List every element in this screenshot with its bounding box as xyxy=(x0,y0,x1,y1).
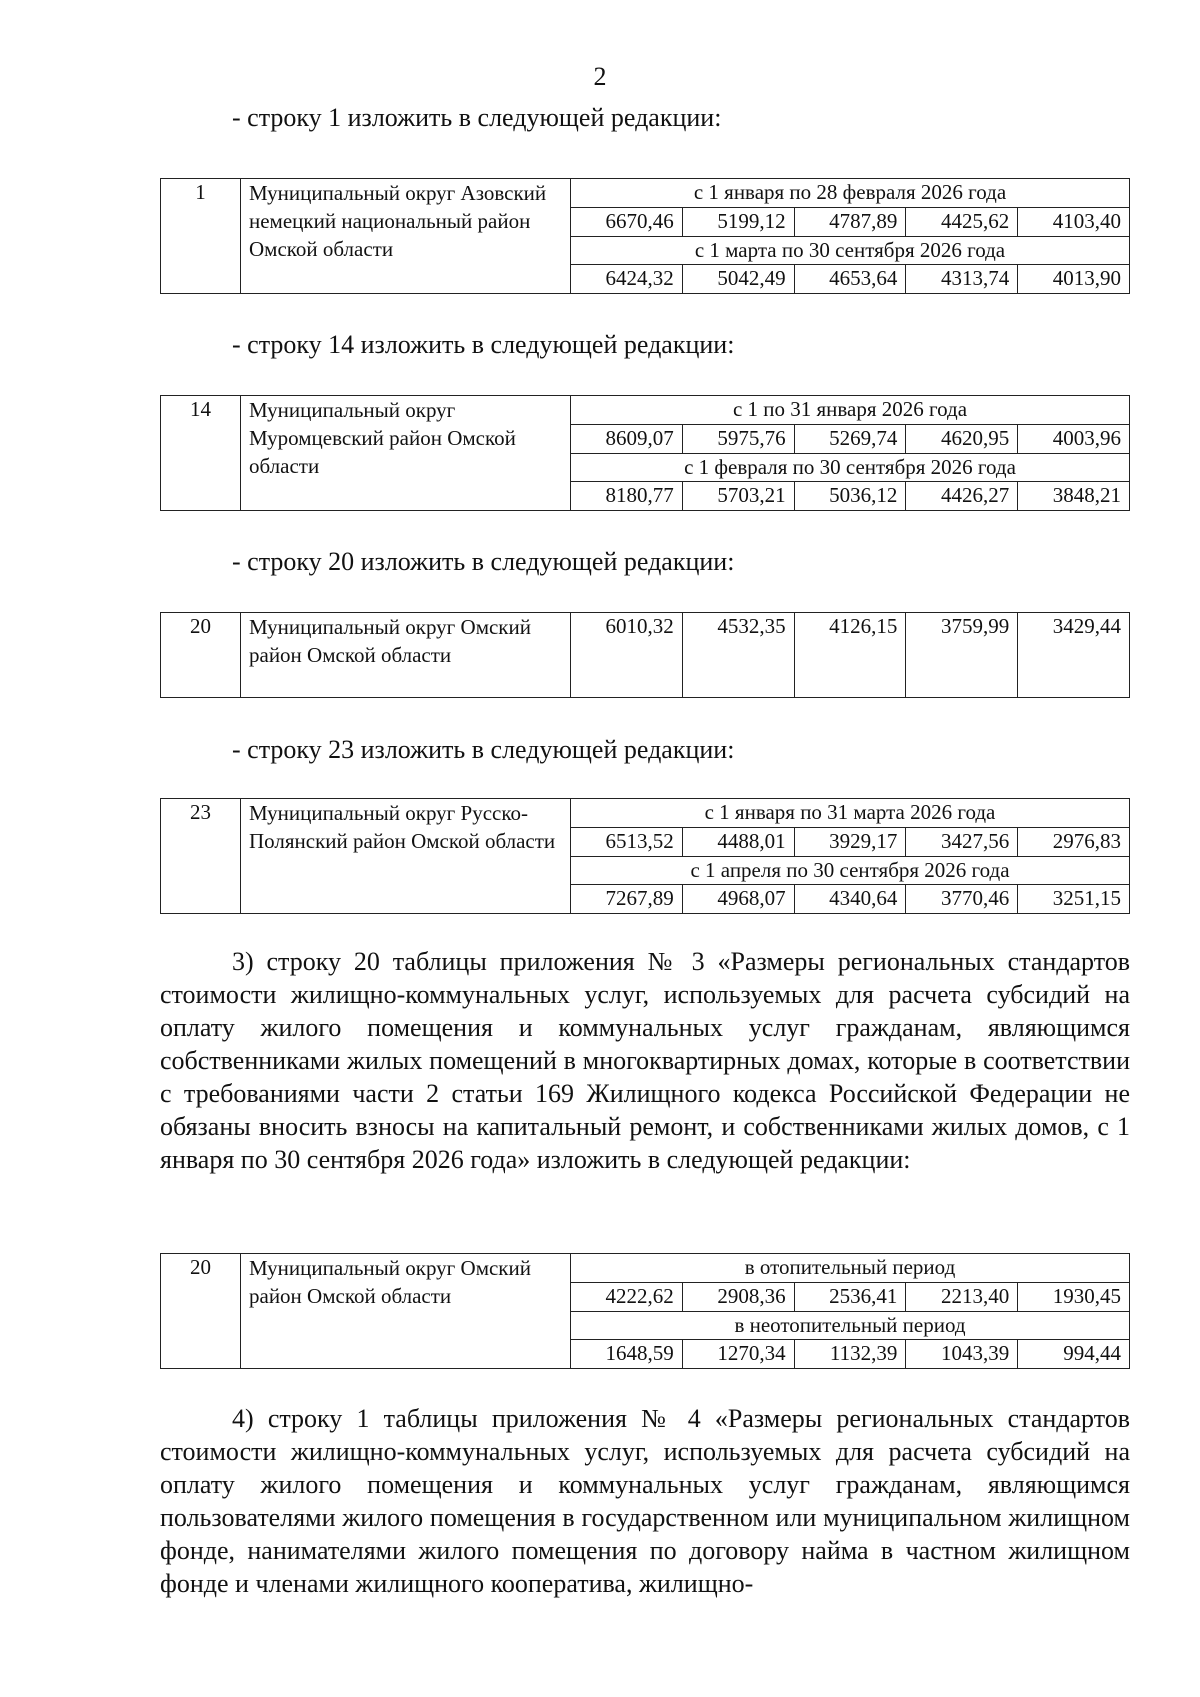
municipality-name: Муниципальный округ Омский район Омской области xyxy=(241,613,571,698)
section-intro: - строку 1 изложить в следующей редакции: xyxy=(232,103,722,132)
value-cell: 3759,99 xyxy=(906,613,1018,698)
value-cell: 7267,89 xyxy=(571,885,683,914)
value-cell: 4653,64 xyxy=(794,265,906,294)
page-number: 2 xyxy=(593,62,607,91)
value-cell: 2213,40 xyxy=(906,1282,1018,1311)
value-cell: 6424,32 xyxy=(571,265,683,294)
section-intro: - строку 14 изложить в следующей редакции: xyxy=(232,330,735,359)
value-cell: 1043,39 xyxy=(906,1340,1018,1369)
value-cell: 6670,46 xyxy=(571,207,683,236)
value-cell: 4313,74 xyxy=(906,265,1018,294)
value-cell: 4787,89 xyxy=(794,207,906,236)
row-number: 14 xyxy=(161,396,241,511)
row-number: 20 xyxy=(161,1254,241,1369)
value-cell: 2908,36 xyxy=(682,1282,794,1311)
row-number: 1 xyxy=(161,179,241,294)
value-cell: 8180,77 xyxy=(571,482,683,511)
period-label: с 1 февраля по 30 сентября 2026 года xyxy=(571,453,1130,482)
value-cell: 1930,45 xyxy=(1018,1282,1130,1311)
value-cell: 8609,07 xyxy=(571,424,683,453)
value-cell: 4103,40 xyxy=(1018,207,1130,236)
value-cell: 3427,56 xyxy=(906,827,1018,856)
value-cell: 5703,21 xyxy=(682,482,794,511)
value-cell: 4620,95 xyxy=(906,424,1018,453)
value-cell: 2536,41 xyxy=(794,1282,906,1311)
row-table-20 xyxy=(160,612,1130,698)
period-label: в отопительный период xyxy=(571,1254,1130,1283)
value-cell: 4425,62 xyxy=(906,207,1018,236)
paragraph-item-3: 3) строку 20 таблицы приложения № 3 «Размеры региональных стандартов стоимости жилищно-коммунальных услуг, используемых для расчета субсидий на оплату жилого помещения и коммунальных услуг гражданам, являющимся собственниками жилых помещений в многоквартирных домах, которые в соответствии с требованиями части 2 статьи 169 Жилищного кодекса Российской Федерации не обязаны вносить взносы на капитальный ремонт, и собственниками жилых домов, с 1 января по 30 сентября 2026 года» изложить в следующей редакции: xyxy=(160,947,1130,1174)
value-cell: 3929,17 xyxy=(794,827,906,856)
value-cell: 6010,32 xyxy=(571,613,683,698)
value-cell: 2976,83 xyxy=(1018,827,1130,856)
value-cell: 5036,12 xyxy=(794,482,906,511)
value-cell: 4013,90 xyxy=(1018,265,1130,294)
period-label: с 1 апреля по 30 сентября 2026 года xyxy=(571,856,1130,885)
value-cell: 3251,15 xyxy=(1018,885,1130,914)
row-number: 23 xyxy=(161,799,241,914)
value-cell: 4340,64 xyxy=(794,885,906,914)
section-intro: - строку 23 изложить в следующей редакции: xyxy=(232,735,735,764)
period-label: с 1 по 31 января 2026 года xyxy=(571,396,1130,425)
value-cell: 4222,62 xyxy=(571,1282,683,1311)
period-label: с 1 января по 31 марта 2026 года xyxy=(571,799,1130,828)
value-cell: 5269,74 xyxy=(794,424,906,453)
period-label: в неотопительный период xyxy=(571,1311,1130,1340)
row-table-23 xyxy=(160,798,1130,914)
row-table-1 xyxy=(160,178,1130,294)
section-intro: - строку 20 изложить в следующей редакции: xyxy=(232,547,735,576)
value-cell: 3848,21 xyxy=(1018,482,1130,511)
value-cell: 4968,07 xyxy=(682,885,794,914)
value-cell: 1132,39 xyxy=(794,1340,906,1369)
value-cell: 3429,44 xyxy=(1018,613,1130,698)
municipality-name: Муниципальный округ Азовский немецкий национальный район Омской области xyxy=(241,179,571,294)
value-cell: 4003,96 xyxy=(1018,424,1130,453)
municipality-name: Муниципальный округ Русско-Полянский район Омской области xyxy=(241,799,571,914)
value-cell: 5199,12 xyxy=(682,207,794,236)
value-cell: 1648,59 xyxy=(571,1340,683,1369)
row-number: 20 xyxy=(161,613,241,698)
value-cell: 4488,01 xyxy=(682,827,794,856)
period-label: с 1 января по 28 февраля 2026 года xyxy=(571,179,1130,208)
value-cell: 4532,35 xyxy=(682,613,794,698)
value-cell: 5975,76 xyxy=(682,424,794,453)
value-cell: 5042,49 xyxy=(682,265,794,294)
value-cell: 1270,34 xyxy=(682,1340,794,1369)
value-cell: 994,44 xyxy=(1018,1340,1130,1369)
value-cell: 4426,27 xyxy=(906,482,1018,511)
value-cell: 6513,52 xyxy=(571,827,683,856)
value-cell: 4126,15 xyxy=(794,613,906,698)
paragraph-item-4: 4) строку 1 таблицы приложения № 4 «Размеры региональных стандартов стоимости жилищно-коммунальных услуг, используемых для расчета субсидий на оплату жилого помещения и коммунальных услуг гражданам, являющимся пользователями жилого помещения в государственном или муниципальном жилищном фонде, нанимателями жилого помещения по договору найма в частном жилищном фонде и членами жилищного кооператива, жилищно- xyxy=(160,1404,1130,1598)
row-table-14 xyxy=(160,395,1130,511)
municipality-name: Муниципальный округ Омский район Омской области xyxy=(241,1254,571,1369)
row-table-20-appendix-3 xyxy=(160,1253,1130,1369)
period-label: с 1 марта по 30 сентября 2026 года xyxy=(571,236,1130,265)
value-cell: 3770,46 xyxy=(906,885,1018,914)
municipality-name: Муниципальный округ Муромцевский район Омской области xyxy=(241,396,571,511)
